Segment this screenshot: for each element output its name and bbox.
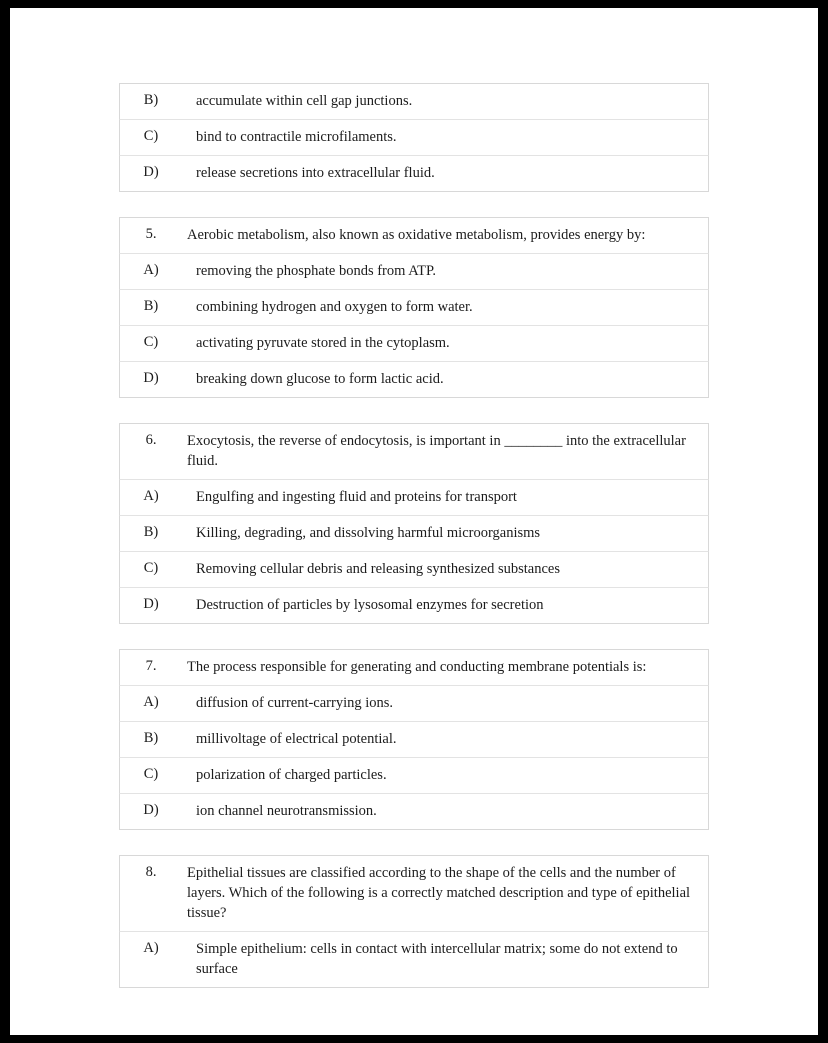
option-row[interactable] — [119, 515, 709, 552]
question-text: The process responsible for generating and conducting membrane potentials is: — [187, 659, 647, 675]
option-label: C) — [143, 560, 159, 576]
option-row[interactable] — [119, 793, 709, 830]
option-row[interactable] — [119, 587, 709, 624]
option-label: D) — [143, 164, 159, 180]
question-number: 6. — [145, 432, 157, 448]
option-text: release secretions into extracellular fluid. — [196, 165, 435, 181]
question-block — [119, 649, 709, 830]
question-stem-row — [119, 423, 709, 480]
option-text: Destruction of particles by lysosomal enzymes for secretion — [196, 597, 544, 613]
option-row[interactable] — [119, 361, 709, 398]
question-number: 8. — [145, 864, 157, 880]
option-text: activating pyruvate stored in the cytoplasm. — [196, 335, 450, 351]
option-text: Killing, degrading, and dissolving harmful microorganisms — [196, 525, 541, 541]
option-label: A) — [143, 262, 159, 278]
question-text: Epithelial tissues are classified according to the shape of the cells and the number of layers. Which of the following is a correctly matched description and type of epithelial tissue? — [187, 865, 691, 921]
option-row[interactable] — [119, 551, 709, 588]
option-label: C) — [143, 128, 159, 144]
question-list — [119, 84, 709, 1014]
option-text: polarization of charged particles. — [196, 767, 387, 783]
option-label: B) — [143, 92, 159, 108]
option-text: ion channel neurotransmission. — [196, 803, 377, 819]
option-text: Simple epithelium: cells in contact with intercellular matrix; some do not extend to surface — [196, 941, 678, 977]
question-stem-row — [119, 649, 709, 686]
option-label: B) — [143, 298, 159, 314]
question-block — [119, 83, 709, 192]
option-row[interactable] — [119, 931, 709, 988]
option-row[interactable] — [119, 325, 709, 362]
question-text: Exocytosis, the reverse of endocytosis, is important in ________ into the extracellular fluid. — [187, 433, 686, 469]
option-row[interactable] — [119, 253, 709, 290]
option-label: B) — [143, 524, 159, 540]
option-text: removing the phosphate bonds from ATP. — [196, 263, 437, 279]
option-text: millivoltage of electrical potential. — [196, 731, 397, 747]
question-stem-row — [119, 217, 709, 254]
option-row[interactable] — [119, 721, 709, 758]
option-row[interactable] — [119, 289, 709, 326]
option-text: accumulate within cell gap junctions. — [196, 93, 413, 109]
option-label: B) — [143, 730, 159, 746]
option-text: diffusion of current-carrying ions. — [196, 695, 394, 711]
option-row[interactable] — [119, 685, 709, 722]
option-text: Removing cellular debris and releasing synthesized substances — [196, 561, 561, 577]
question-number: 5. — [145, 226, 157, 242]
question-text: Aerobic metabolism, also known as oxidative metabolism, provides energy by: — [187, 227, 646, 243]
option-label: A) — [143, 488, 159, 504]
option-row[interactable] — [119, 155, 709, 192]
option-row[interactable] — [119, 757, 709, 794]
question-block — [119, 423, 709, 624]
option-row[interactable] — [119, 83, 709, 120]
question-block — [119, 855, 709, 988]
option-row[interactable] — [119, 479, 709, 516]
option-label: C) — [143, 766, 159, 782]
option-text: bind to contractile microfilaments. — [196, 129, 397, 145]
option-label: D) — [143, 596, 159, 612]
document-page — [10, 8, 818, 1035]
option-row[interactable] — [119, 119, 709, 156]
option-label: A) — [143, 940, 159, 956]
option-label: C) — [143, 334, 159, 350]
option-label: A) — [143, 694, 159, 710]
question-block — [119, 217, 709, 398]
option-label: D) — [143, 802, 159, 818]
option-text: breaking down glucose to form lactic acid. — [196, 371, 444, 387]
option-label: D) — [143, 370, 159, 386]
question-stem-row — [119, 855, 709, 932]
option-text: combining hydrogen and oxygen to form water. — [196, 299, 473, 315]
question-number: 7. — [145, 658, 157, 674]
option-text: Engulfing and ingesting fluid and proteins for transport — [196, 489, 517, 505]
